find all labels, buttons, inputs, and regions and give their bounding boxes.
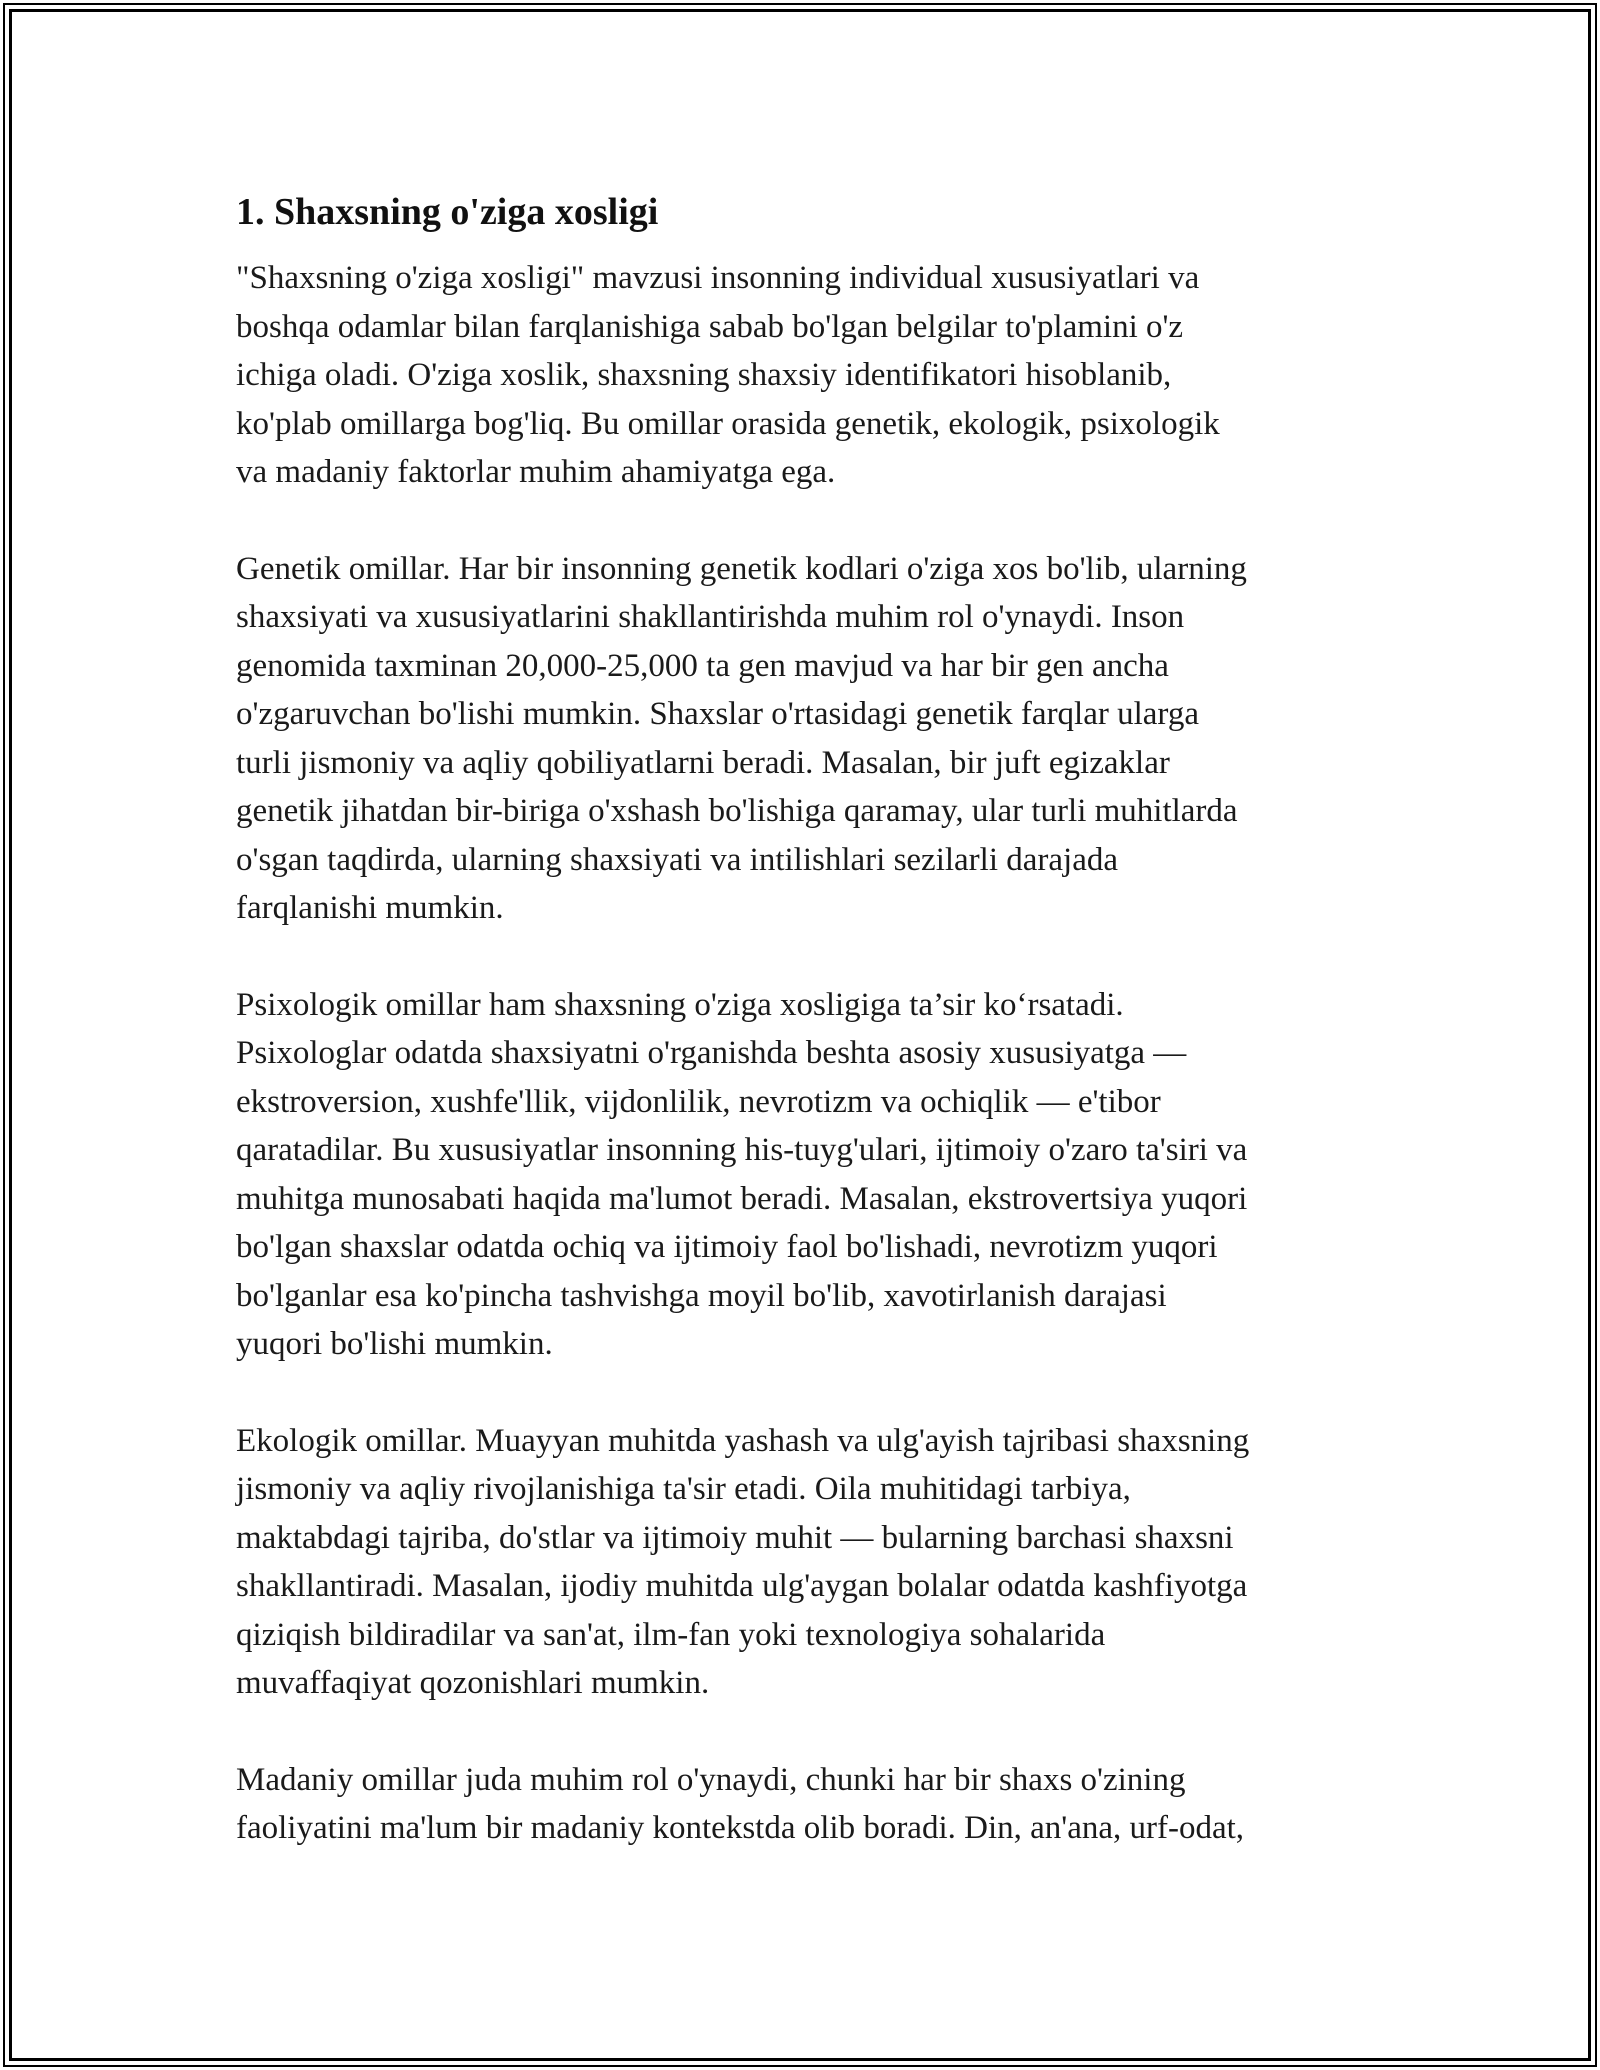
text-line: o'zgaruvchan bo'lishi mumkin. Shaxslar o'rtasidagi genetik farqlar ularga bbox=[236, 696, 1199, 732]
text-line: jismoniy va aqliy rivojlanishiga ta'sir etadi. Oila muhitidagi tarbiya, bbox=[236, 1471, 1131, 1507]
paragraph-psychological bbox=[236, 981, 1376, 1369]
text-line: Psixologik omillar ham shaxsning o'ziga xosligiga ta’sir ko‘rsatadi. bbox=[236, 986, 1124, 1023]
paragraph-genetic bbox=[236, 545, 1376, 933]
text-line: farqlanishi mumkin. bbox=[236, 890, 504, 926]
text-line: yuqori bo'lishi mumkin. bbox=[236, 1326, 553, 1362]
text-line: faoliyatini ma'lum bir madaniy kontekstda olib boradi. Din, an'ana, urf-odat, bbox=[236, 1810, 1245, 1846]
text-line: bo'lganlar esa ko'pincha tashvishga moyil bo'lib, xavotirlanish darajasi bbox=[236, 1277, 1167, 1314]
text-line: genomida taxminan 20,000-25,000 ta gen mavjud va har bir gen ancha bbox=[236, 647, 1169, 684]
text-line: muhitga munosabati haqida ma'lumot beradi. Masalan, ekstrovertsiya yuqori bbox=[236, 1180, 1248, 1217]
text-line: Madaniy omillar juda muhim rol o'ynaydi, chunki har bir shaxs o'zining bbox=[236, 1761, 1186, 1798]
text-line: va madaniy faktorlar muhim ahamiyatga ega. bbox=[236, 454, 836, 490]
text-line: o'sgan taqdirda, ularning shaxsiyati va intilishlari sezilarli darajada bbox=[236, 841, 1119, 878]
text-line: genetik jihatdan bir-biriga o'xshash bo'lishiga qaramay, ular turli muhitlarda bbox=[236, 793, 1238, 829]
text-line: ko'plab omillarga bog'liq. Bu omillar orasida genetik, ekologik, psixologik bbox=[236, 405, 1220, 442]
text-line: qaratadilar. Bu xususiyatlar insonning his-tuyg'ulari, ijtimoiy o'zaro ta'siri va bbox=[236, 1132, 1248, 1168]
text-line: "Shaxsning o'ziga xosligi" mavzusi insonning individual xususiyatlari va bbox=[236, 260, 1200, 296]
section-title: 1. Shaxsning o'ziga xosligi bbox=[236, 191, 659, 233]
text-line: Genetik omillar. Har bir insonning genetik kodlari o'ziga xos bo'lib, ularning bbox=[236, 550, 1247, 587]
text-line: qiziqish bildiradilar va san'at, ilm-fan yoki texnologiya sohalarida bbox=[236, 1616, 1106, 1653]
paragraph-intro bbox=[236, 254, 1376, 497]
text-line: turli jismoniy va aqliy qobiliyatlarni beradi. Masalan, bir juft egizaklar bbox=[236, 744, 1170, 781]
text-line: bo'lgan shaxslar odatda ochiq va ijtimoiy faol bo'lishadi, nevrotizm yuqori bbox=[236, 1229, 1218, 1265]
paragraph-cultural bbox=[236, 1756, 1376, 1853]
text-line: ichiga oladi. O'ziga xoslik, shaxsning shaxsiy identifikatori hisoblanib, bbox=[236, 357, 1172, 393]
text-line: Psixologlar odatda shaxsiyatni o'rganishda beshta asosiy xususiyatga — bbox=[236, 1035, 1187, 1071]
text-line: maktabdagi tajriba, do'stlar va ijtimoiy muhit — bularning barchasi shaxsni bbox=[236, 1519, 1234, 1556]
text-line: boshqa odamlar bilan farqlanishiga sabab bo'lgan belgilar to'plamini o'z bbox=[236, 308, 1184, 345]
text-line: ekstroversion, xushfe'llik, vijdonlilik, nevrotizm va ochiqlik — e'tibor bbox=[236, 1083, 1161, 1120]
text-line: muvaffaqiyat qozonishlari mumkin. bbox=[236, 1665, 710, 1701]
text-line: Ekologik omillar. Muayyan muhitda yashash va ulg'ayish tajribasi shaxsning bbox=[236, 1422, 1250, 1459]
text-line: shaxsiyati va xususiyatlarini shakllantirishda muhim rol o'ynaydi. Inson bbox=[236, 599, 1185, 635]
paragraph-ecological bbox=[236, 1417, 1376, 1708]
text-line: shakllantiradi. Masalan, ijodiy muhitda ulg'aygan bolalar odatda kashfiyotga bbox=[236, 1568, 1248, 1604]
document-body bbox=[236, 186, 1376, 1901]
